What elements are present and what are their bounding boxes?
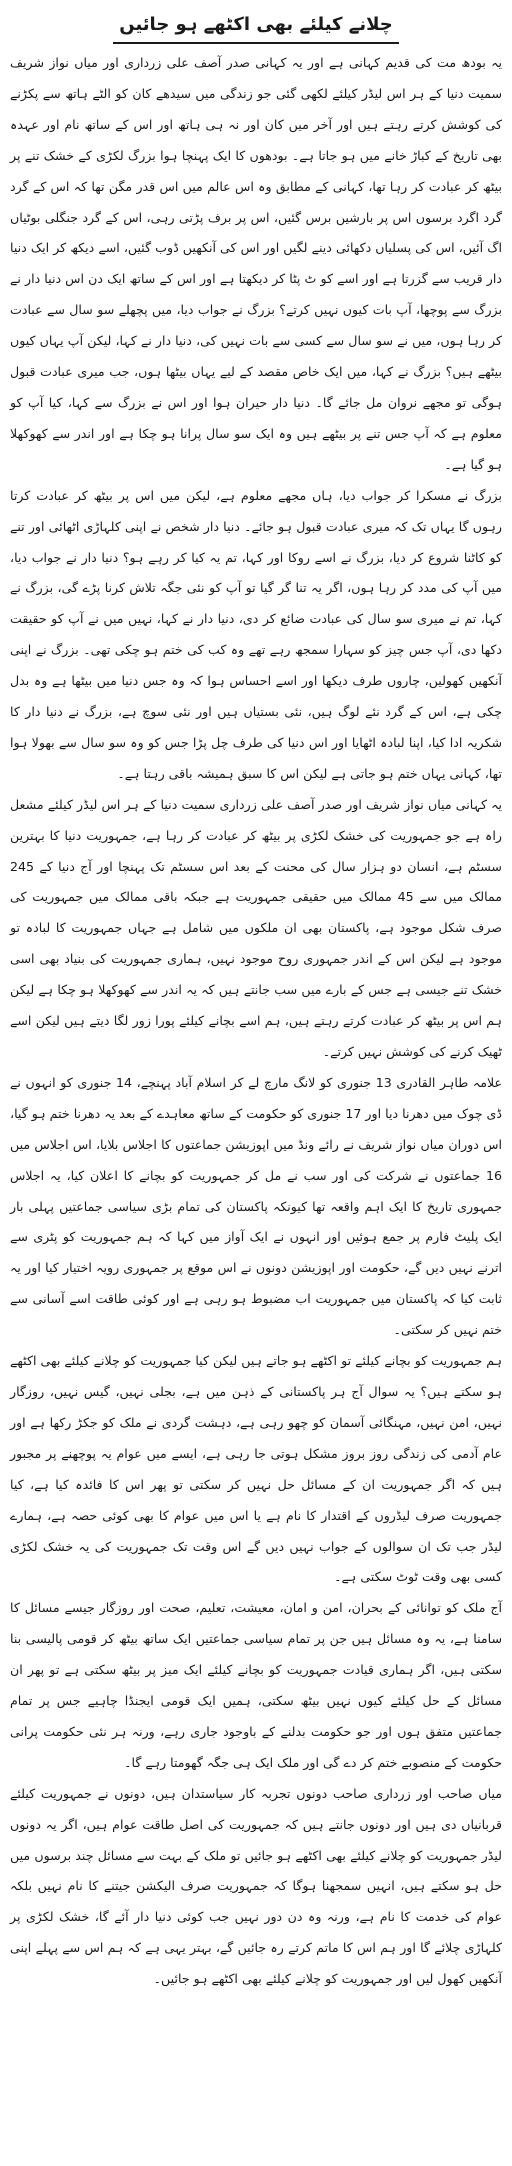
paragraph-7: میاں صاحب اور زرداری صاحب دونوں تجربہ کار سیاستدان ہیں، دونوں نے جمہوریت کیلئے قربانیاں دی ہیں اور دونوں جانتے ہیں کہ جمہوریت کی اصل طاقت عوام ہیں، اگر یہ دونوں لیڈر جمہوریت کو چلانے کیلئے بھی اکٹھے ہو جائیں تو ملک کے بہت سے مسائل چند برسوں میں حل ہو سکتے ہیں، انہیں سمجھنا ہوگا کہ جمہوریت صرف الیکشن جیتنے کا نام نہیں بلکہ عوام کی خدمت کا نام ہے، ورنہ وہ دن دور نہیں جب کوئی دنیا دار آئے گا، خشک لکڑی پر کلہاڑی چلائے گا اور ہم اس کا ماتم کرتے رہ جائیں گے، بہتر یہی ہے کہ ہم اس سے پہلے اپنی آنکھیں کھول لیں اور جمہوریت کو چلانے کیلئے بھی اکٹھے ہو جائیں۔ [10,1785,502,1987]
headline-text: چلانے کیلئے بھی اکٹھے ہو جائیں [113,10,398,44]
paragraph-1: یہ بودھ مت کی قدیم کہانی ہے اور یہ کہانی صدر آصف علی زرداری اور میاں نواز شریف سمیت دنیا کے ہر اس لیڈر کیلئے لکھی گئی جو زندگی میں سیدھے کان کو الٹے ہاتھ سے پکڑنے کی کوشش کرتے رہتے ہیں اور آخر میں کان اور نہ ہی ہاتھ اور اس کے ساتھ نام اور عہدہ بھی تاریخ کے کباڑ خانے میں ہو جاتا ہے۔ بودھوں کا ایک پہنچا ہوا بزرگ لکڑی کے خشک تنے پر بیٹھ کر عبادت کر رہا تھا، کہانی کے مطابق وہ اس عالم میں اس قدر مگن تھا کہ اس کے گرد گرد اگرد برسوں اس پر بارشیں برس گئیں، اس پر برف پڑتی رہی، اس کے گرد جنگلی بوٹیاں اگ آئیں، اس کی پسلیاں دکھائی دینے لگیں اور اس کی آنکھیں ڈوب گئیں، اسے دیکھ کر ایک دنیا دار قریب سے گزرتا ہے اور اسے کو ٹ پٹا کر دیکھتا ہے اور اس کے ساتھ ایک دن اس دنیا دار نے بزرگ سے پوچھا، آپ بات کیوں نہیں کرتے؟ بزرگ نے جواب دیا، میں پچھلے سو سال سے عبادت کر رہا ہوں، میں نے سو سال سے کسی سے بات نہیں کی، دنیا دار نے کہا، لیکن آپ یہاں کیوں بیٹھے ہیں؟ بزرگ نے کہا، میں ایک خاص مقصد کے لیے یہاں بیٹھا ہوں، جب میری عبادت قبول ہوگی تو مجھے نروان مل جائے گا۔ دنیا دار حیران ہوا اور اس نے بزرگ سے کہا، کیا آپ کو معلوم ہے کہ آپ جس تنے پر بیٹھے ہیں وہ ایک سو سال پرانا ہو چکا ہے اور اندر سے کھوکھلا ہو گیا ہے۔ [10,55,502,472]
paragraph-5: ہم جمہوریت کو بچانے کیلئے تو اکٹھے ہو جاتے ہیں لیکن کیا جمہوریت کو چلانے کیلئے بھی اکٹھے ہو سکتے ہیں؟ یہ سوال آج ہر پاکستانی کے ذہن میں ہے، بجلی نہیں، گیس نہیں، روزگار نہیں، امن نہیں، مہنگائی آسمان کو چھو رہی ہے، دہشت گردی نے ملک کو جکڑ رکھا ہے اور عام آدمی کی زندگی روز بروز مشکل ہوتی جا رہی ہے، ایسے میں عوام یہ پوچھنے پر مجبور ہیں کہ اگر جمہوریت ان کے مسائل حل نہیں کر سکتی تو پھر اس کا فائدہ کیا ہے، کیا جمہوریت صرف لیڈروں کے اقتدار کا نام ہے یا اس میں عوام کا بھی کوئی حصہ ہے، ہمارے لیڈر جب تک ان سوالوں کے جواب نہیں دیں گے اس وقت تک جمہوریت کی یہ خشک لکڑی کسی بھی وقت ٹوٹ سکتی ہے۔ [10,1353,502,1585]
headline [10,10,502,40]
paragraph-3: یہ کہانی میاں نواز شریف اور صدر آصف علی زرداری سمیت دنیا کے ہر اس لیڈر کیلئے مشعل راہ ہے جو جمہوریت کی خشک لکڑی پر بیٹھ کر عبادت کر رہا ہے، جمہوریت دنیا کا بہترین سسٹم ہے، انسان دو ہزار سال کی محنت کے بعد اس سسٹم تک پہنچا اور آج دنیا کے 245 ممالک میں سے 45 ممالک میں حقیقی جمہوریت ہے جبکہ باقی ممالک میں جمہوریت کی صرف شکل موجود ہے، پاکستان بھی ان ملکوں میں شامل ہے جہاں جمہوریت کا لبادہ تو موجود ہے لیکن اس کے اندر جمہوری روح موجود نہیں، ہماری جمہوریت کی بنیاد بھی اسی خشک تنے جیسی ہے جس کے بارے میں سب جانتے ہیں کہ یہ اندر سے کھوکھلا ہو چکا ہے لیکن ہم اس پر بیٹھ کر عبادت کرتے رہتے ہیں، ہم اسے بچانے کیلئے پورا زور لگا دیتے ہیں لیکن اسے ٹھیک کرنے کی کوشش نہیں کرتے۔ [10,796,503,1059]
paragraph-4: علامہ طاہر القادری 13 جنوری کو لانگ مارچ لے کر اسلام آباد پہنچے، 14 جنوری کو انہوں نے ڈی چوک میں دھرنا دیا اور 17 جنوری کو حکومت کے ساتھ معاہدے کے بعد یہ دھرنا ختم ہو گیا، اس دوران میاں نواز شریف نے رائے ونڈ میں اپوزیشن جماعتوں کا اجلاس بلایا، اس اجلاس میں 16 جماعتوں نے شرکت کی اور سب نے مل کر جمہوریت کو بچانے کا اعلان کیا، یہ اجلاس جمہوری تاریخ کا ایک اہم واقعہ تھا کیونکہ پاکستان کی تمام بڑی سیاسی جماعتیں پہلی بار ایک پلیٹ فارم پر جمع ہوئیں اور انہوں نے ایک آواز میں کہا کہ ہم جمہوریت کو پٹری سے اترنے نہیں دیں گے، حکومت اور اپوزیشن دونوں نے اس موقع پر جمہوری رویہ اختیار کیا اور یہ ثابت کیا کہ پاکستان میں جمہوریت اب مضبوط ہو رہی ہے اور کوئی طاقت اسے آسانی سے ختم نہیں کر سکتی۔ [10,1074,502,1338]
paragraph-2: بزرگ نے مسکرا کر جواب دیا، ہاں مجھے معلوم ہے، لیکن میں اس پر بیٹھ کر عبادت کرتا رہوں گا یہاں تک کہ میری عبادت قبول ہو جائے۔ دنیا دار شخص نے اپنی کلہاڑی اٹھائی اور تنے کو کاٹنا شروع کر دیا، بزرگ نے اسے روکا اور کہا، تم یہ کیا کر رہے ہو؟ دنیا دار نے جواب دیا، میں آپ کی مدد کر رہا ہوں، اگر یہ تنا گر گیا تو آپ کو نئی جگہ تلاش کرنا پڑے گی، بزرگ نے کہا، تم نے میری سو سال کی عبادت ضائع کر دی، دنیا دار نے کہا، نہیں میں نے آپ کو حقیقت دکھا دی، آپ جس چیز کو سہارا سمجھ رہے تھے وہ کب کی ختم ہو چکی تھی۔ بزرگ نے اپنی آنکھیں کھولیں، چاروں طرف دیکھا اور اسے احساس ہوا کہ وہ جس دنیا میں بیٹھا ہے وہ بدل چکی ہے، اس کے گرد نئے لوگ ہیں، نئی بستیاں ہیں اور نئی سوچ ہے، بزرگ نے دنیا دار کا شکریہ ادا کیا، اپنا لبادہ اٹھایا اور اس دنیا کی طرف چل پڑا جس کو وہ سو سال سے بھولا ہوا تھا، کہانی یہاں ختم ہو جاتی ہے لیکن اس کا سبق ہمیشہ باقی رہتا ہے۔ [10,487,502,781]
paragraph-6: آج ملک کو توانائی کے بحران، امن و امان، معیشت، تعلیم، صحت اور روزگار جیسے مسائل کا سامنا ہے، یہ وہ مسائل ہیں جن پر تمام سیاسی جماعتیں ایک ساتھ بیٹھ کر قومی پالیسی بنا سکتی ہیں، اگر ہماری قیادت جمہوریت کو بچانے کیلئے ایک میز پر بیٹھ سکتی ہے تو پھر ان مسائل کے حل کیلئے کیوں نہیں بیٹھ سکتی، ہمیں ایک قومی ایجنڈا چاہیے جس پر تمام جماعتیں متفق ہوں اور جو حکومت بدلنے کے باوجود جاری رہے، ورنہ ہر نئی حکومت پرانی حکومت کے منصوبے ختم کر دے گی اور ملک ایک ہی جگہ گھومتا رہے گا۔ [10,1600,502,1770]
article-body [10,48,502,1995]
